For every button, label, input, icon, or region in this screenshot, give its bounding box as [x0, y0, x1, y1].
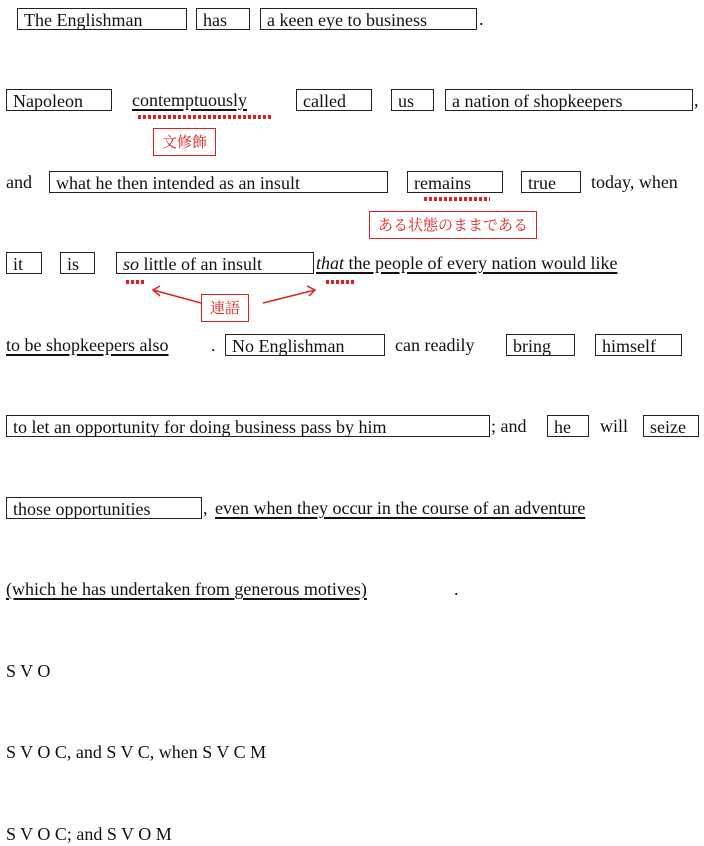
complement-rest: little of an insult [139, 254, 263, 274]
period: . [479, 9, 484, 29]
annotation-sentence-modifier: 文修飾 [153, 128, 216, 156]
period: . [211, 335, 216, 355]
will: will [600, 416, 629, 436]
object-box: himself [595, 334, 682, 356]
subject-box: he [547, 415, 589, 437]
conjunction: and [6, 172, 32, 192]
complement-box [116, 252, 314, 274]
sentence-modifier: contemptuously [132, 90, 247, 110]
subject-box: it [6, 252, 42, 274]
annotation-remains: ある状態のままである [369, 211, 537, 239]
sentence-pattern-3: S V O C; and S V O M [6, 824, 172, 844]
object-box: those opportunities [6, 497, 202, 519]
comma: , [203, 498, 208, 518]
comma: , [694, 90, 699, 110]
annotation-collocation: 連語 [201, 294, 249, 322]
period: . [454, 579, 459, 599]
modifier-dots [138, 115, 272, 119]
subject-box: No Englishman [225, 334, 385, 356]
subject-box: The Englishman [17, 8, 187, 30]
object-box: a keen eye to business [260, 8, 477, 30]
sentence-pattern-1: S V O [6, 661, 51, 681]
sentence-pattern-2: S V O C, and S V C, when S V C M [6, 742, 267, 762]
verb-box: seize [643, 415, 699, 437]
that-clause-text: the people of every nation would like [344, 253, 618, 273]
that-word: that [316, 253, 345, 273]
that-clause [316, 252, 617, 274]
so-word: so [123, 254, 140, 274]
subject-box: Napoleon [6, 89, 112, 111]
so-dots [126, 280, 146, 284]
verb-box: has [196, 8, 250, 30]
verb-box: bring [506, 334, 575, 356]
complement-box: a nation of shopkeepers [445, 89, 693, 111]
semicolon-and: ; and [491, 416, 527, 436]
adverbial-clause: even when they occur in the course of an adventure [215, 498, 586, 518]
object-box: us [391, 89, 434, 111]
can-readily: can readily [395, 335, 475, 355]
verb-dots [424, 197, 490, 201]
complement-box: to let an opportunity for doing business pass by him [6, 415, 490, 437]
that-dots [326, 280, 356, 284]
verb-box: remains [407, 171, 503, 193]
today-when: today, when [591, 172, 678, 192]
verb-box: is [60, 252, 95, 274]
verb-box: called [296, 89, 372, 111]
complement-box: true [521, 171, 581, 193]
that-clause-continuation: to be shopkeepers also [6, 335, 169, 355]
subject-clause-box: what he then intended as an insult [49, 171, 388, 193]
relative-clause: (which he has undertaken from generous motives) [6, 579, 367, 599]
